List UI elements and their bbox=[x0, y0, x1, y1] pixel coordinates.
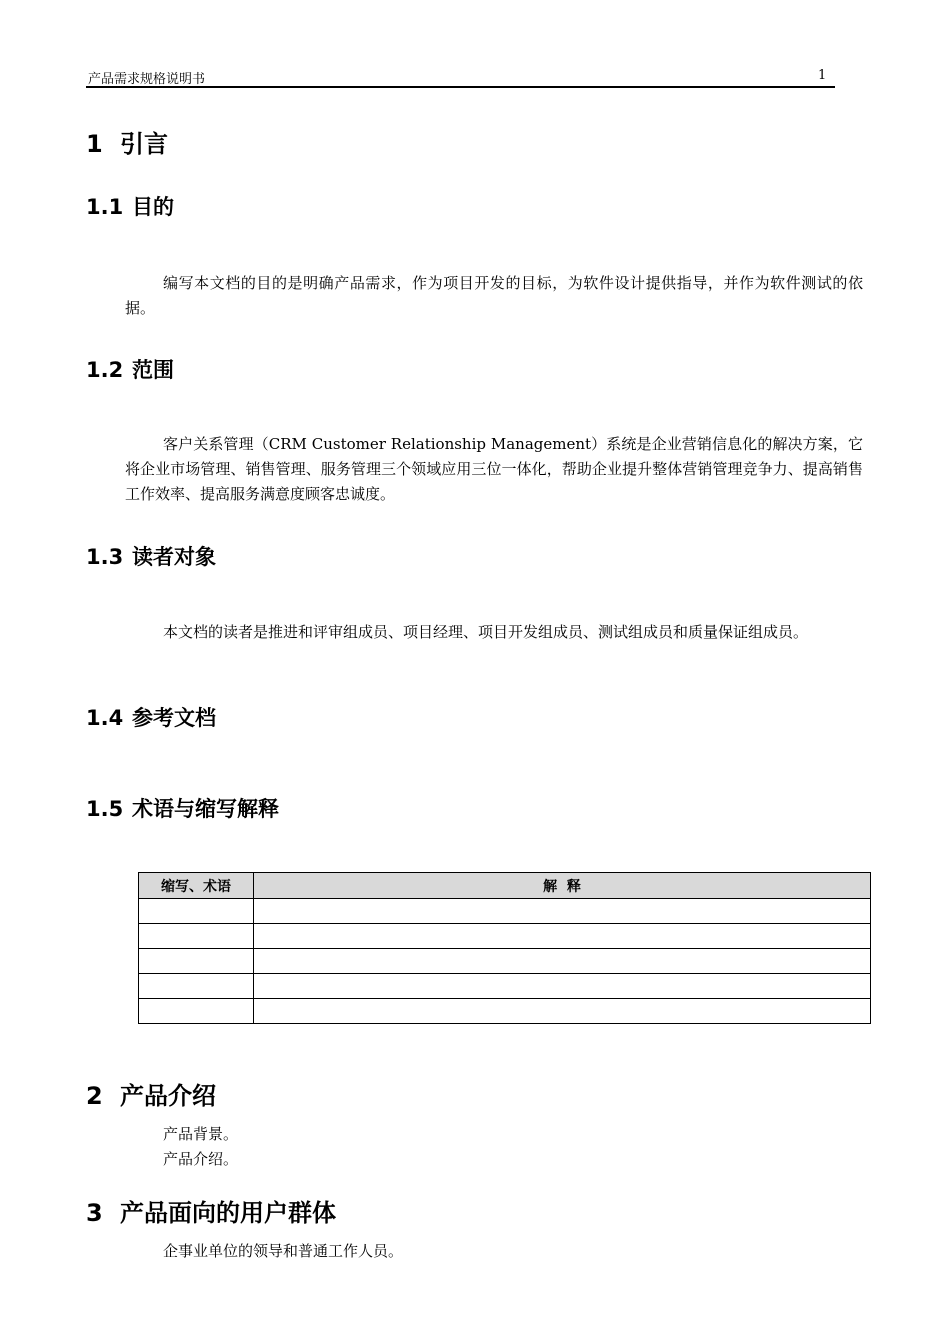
heading-1 bbox=[86, 124, 168, 159]
heading-title: 引言 bbox=[120, 130, 168, 158]
heading-number: 1.3 bbox=[86, 545, 124, 569]
heading-number: 2 bbox=[86, 1082, 103, 1110]
page-header-title: 产品需求规格说明书 bbox=[88, 72, 206, 87]
table-cell bbox=[254, 899, 871, 924]
heading-2 bbox=[86, 1076, 216, 1111]
table-row bbox=[139, 899, 871, 924]
table-cell bbox=[254, 999, 871, 1024]
table-cell bbox=[139, 999, 254, 1024]
heading-title: 参考文档 bbox=[132, 706, 216, 730]
column-header-term: 缩写、术语 bbox=[139, 873, 254, 899]
product-background-line: 产品背景。 bbox=[163, 1125, 239, 1143]
page-number: 1 bbox=[818, 68, 827, 83]
table-cell bbox=[139, 949, 254, 974]
heading-number: 1 bbox=[86, 130, 103, 158]
heading-title: 读者对象 bbox=[132, 545, 216, 569]
heading-1-4 bbox=[86, 702, 216, 732]
heading-number: 3 bbox=[86, 1199, 103, 1227]
terms-table bbox=[138, 872, 871, 1024]
heading-1-3 bbox=[86, 541, 216, 571]
heading-title: 范围 bbox=[132, 358, 174, 382]
product-intro-line: 产品介绍。 bbox=[163, 1150, 239, 1168]
scope-paragraph: 客户关系管理（CRM Customer Relationship Management）系统是企业营销信息化的解决方案，它将企业市场管理、销售管理、服务管理三个领域应用三位一体化，帮助企业提升整体营销管理竞争力、提高销售工作效率、提高服务满意度顾客忠诚度。 bbox=[125, 435, 863, 503]
column-header-explanation: 解 释 bbox=[254, 873, 871, 899]
heading-number: 1.4 bbox=[86, 706, 124, 730]
table-cell bbox=[254, 924, 871, 949]
table-cell bbox=[139, 899, 254, 924]
table-row bbox=[139, 999, 871, 1024]
table-header-row bbox=[139, 873, 871, 899]
table-row bbox=[139, 949, 871, 974]
heading-title: 产品面向的用户群体 bbox=[120, 1199, 336, 1227]
heading-title: 产品介绍 bbox=[120, 1082, 216, 1110]
heading-title: 目的 bbox=[132, 195, 174, 219]
user-group-line: 企事业单位的领导和普通工作人员。 bbox=[163, 1242, 404, 1260]
heading-1-5 bbox=[86, 793, 279, 823]
heading-3 bbox=[86, 1193, 336, 1228]
heading-number: 1.1 bbox=[86, 195, 124, 219]
audience-paragraph: 本文档的读者是推进和评审组成员、项目经理、项目开发组成员、测试组成员和质量保证组成员。 bbox=[163, 623, 809, 641]
table-cell bbox=[254, 949, 871, 974]
header-rule bbox=[86, 86, 835, 88]
table-cell bbox=[254, 974, 871, 999]
table-row bbox=[139, 974, 871, 999]
heading-title: 术语与缩写解释 bbox=[132, 797, 279, 821]
table-cell bbox=[139, 924, 254, 949]
heading-1-1 bbox=[86, 191, 174, 221]
heading-number: 1.5 bbox=[86, 797, 124, 821]
table-cell bbox=[139, 974, 254, 999]
purpose-paragraph: 编写本文档的目的是明确产品需求，作为项目开发的目标，为软件设计提供指导，并作为软件测试的依据。 bbox=[125, 274, 863, 317]
heading-1-2 bbox=[86, 354, 174, 384]
table-row bbox=[139, 924, 871, 949]
heading-number: 1.2 bbox=[86, 358, 124, 382]
